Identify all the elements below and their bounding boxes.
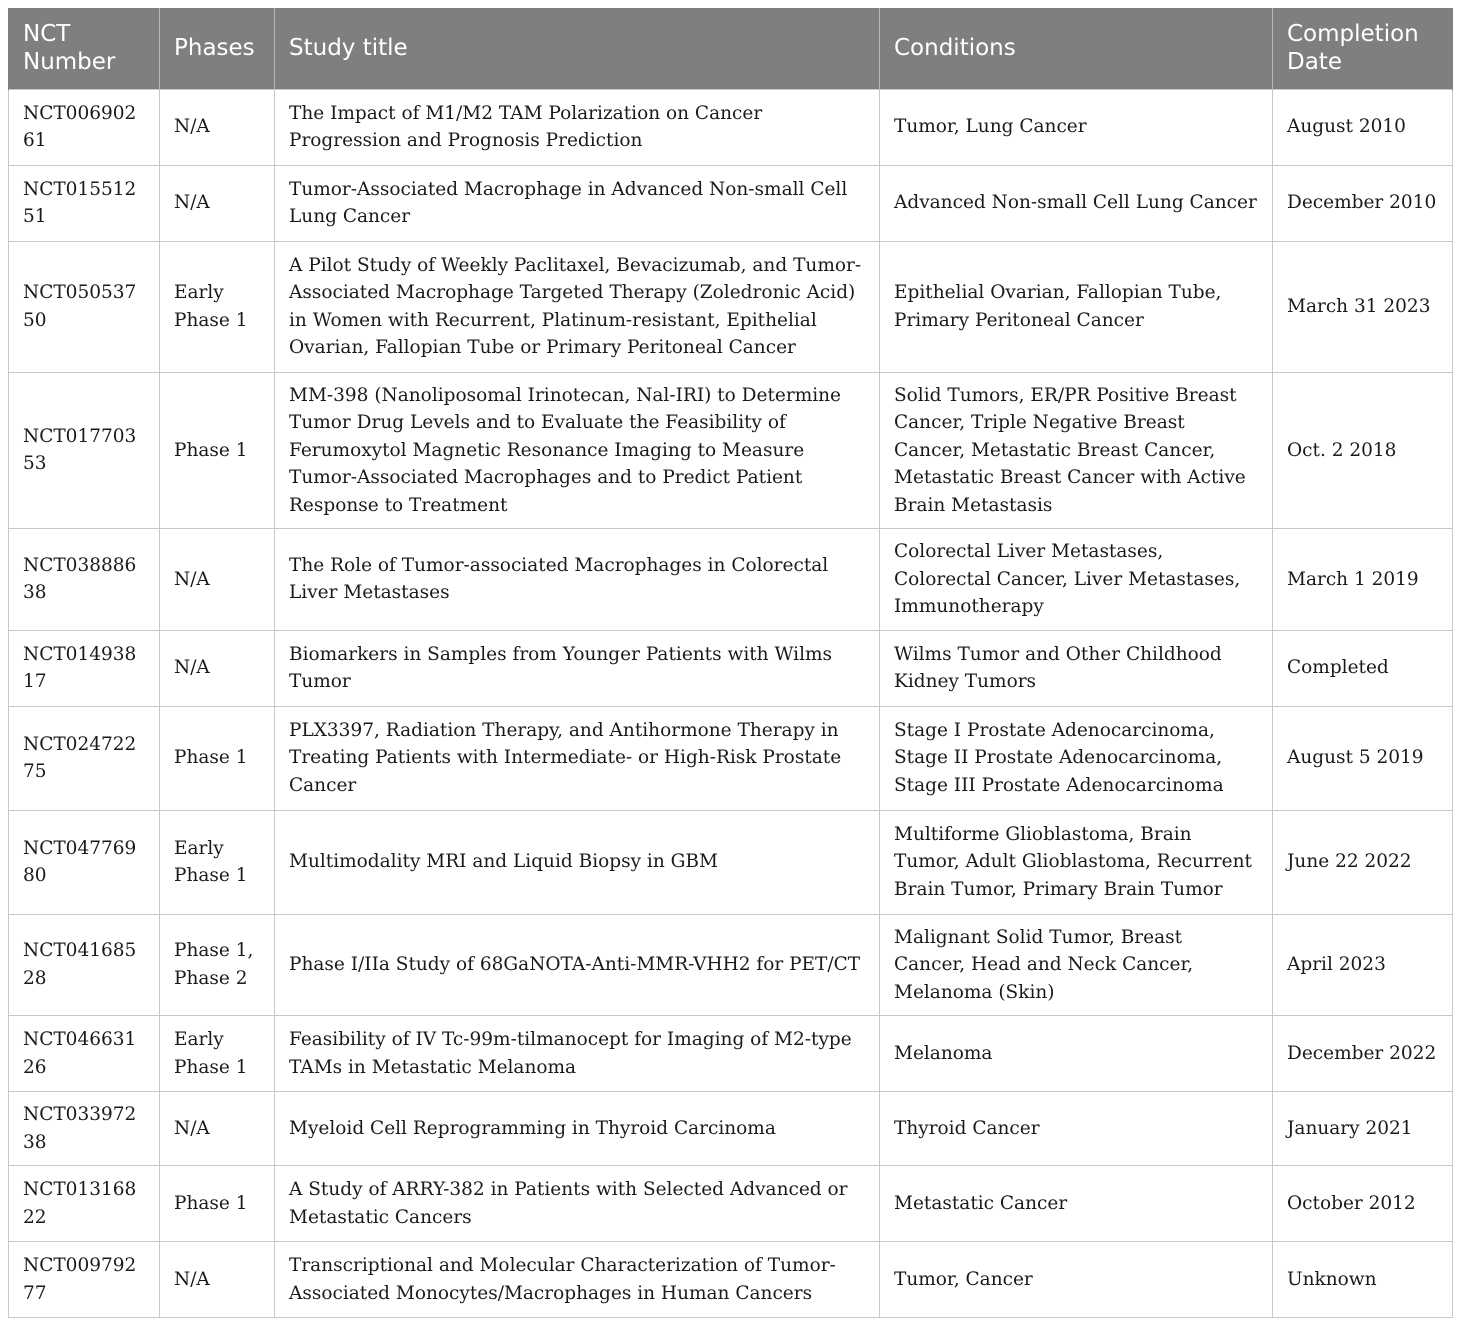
cell-conditions: Stage I Prostate Adenocarcinoma, Stage II Prostate Adenocarcinoma, Stage III Prostate Adenocarcinoma — [880, 706, 1273, 810]
cell-nct: NCT01493817 — [9, 630, 160, 706]
table-row — [9, 630, 1453, 706]
clinical-trials-table — [8, 8, 1453, 1318]
cell-date: June 22 2022 — [1273, 810, 1453, 914]
header-completion-date: Completion Date — [1273, 8, 1453, 89]
cell-nct: NCT03888638 — [9, 529, 160, 631]
cell-date: April 2023 — [1273, 914, 1453, 1016]
table-row — [9, 1092, 1453, 1166]
table-body — [9, 89, 1453, 1318]
cell-conditions: Multiforme Glioblastoma, Brain Tumor, Adult Glioblastoma, Recurrent Brain Tumor, Primary Brain Tumor — [880, 810, 1273, 914]
cell-title: A Study of ARRY-382 in Patients with Selected Advanced or Metastatic Cancers — [275, 1166, 880, 1242]
cell-phase: Phase 1 — [160, 1166, 275, 1242]
header-study-title: Study title — [275, 8, 880, 89]
cell-nct: NCT01551251 — [9, 165, 160, 241]
cell-date: December 2022 — [1273, 1016, 1453, 1092]
cell-phase: Early Phase 1 — [160, 1016, 275, 1092]
cell-conditions: Epithelial Ovarian, Fallopian Tube, Primary Peritoneal Cancer — [880, 241, 1273, 372]
table-row — [9, 372, 1453, 529]
cell-phase: N/A — [160, 165, 275, 241]
cell-title: Feasibility of IV Tc-99m-tilmanocept for Imaging of M2-type TAMs in Metastatic Melanoma — [275, 1016, 880, 1092]
cell-date: August 5 2019 — [1273, 706, 1453, 810]
header-phases: Phases — [160, 8, 275, 89]
cell-date: Oct. 2 2018 — [1273, 372, 1453, 529]
cell-nct: NCT02472275 — [9, 706, 160, 810]
table-header — [9, 8, 1453, 89]
cell-title: Myeloid Cell Reprogramming in Thyroid Carcinoma — [275, 1092, 880, 1166]
table-row — [9, 165, 1453, 241]
cell-date: December 2010 — [1273, 165, 1453, 241]
table-row — [9, 529, 1453, 631]
table-row — [9, 89, 1453, 165]
cell-date: March 31 2023 — [1273, 241, 1453, 372]
cell-nct: NCT00979277 — [9, 1242, 160, 1318]
cell-title: Transcriptional and Molecular Characterization of Tumor-Associated Monocytes/Macrophages in Human Cancers — [275, 1242, 880, 1318]
cell-title: The Impact of M1/M2 TAM Polarization on Cancer Progression and Prognosis Prediction — [275, 89, 880, 165]
table-row — [9, 914, 1453, 1016]
table-row — [9, 706, 1453, 810]
header-nct-number: NCT Number — [9, 8, 160, 89]
cell-phase: N/A — [160, 1092, 275, 1166]
table-row — [9, 810, 1453, 914]
cell-nct: NCT04168528 — [9, 914, 160, 1016]
cell-phase: Phase 1 — [160, 706, 275, 810]
header-row — [9, 8, 1453, 89]
table-row — [9, 1166, 1453, 1242]
cell-conditions: Wilms Tumor and Other Childhood Kidney Tumors — [880, 630, 1273, 706]
cell-conditions: Tumor, Lung Cancer — [880, 89, 1273, 165]
cell-conditions: Advanced Non-small Cell Lung Cancer — [880, 165, 1273, 241]
cell-conditions: Melanoma — [880, 1016, 1273, 1092]
cell-phase: Phase 1 — [160, 372, 275, 529]
cell-title: PLX3397, Radiation Therapy, and Antihormone Therapy in Treating Patients with Intermediate- or High-Risk Prostate Cancer — [275, 706, 880, 810]
cell-title: A Pilot Study of Weekly Paclitaxel, Bevacizumab, and Tumor-Associated Macrophage Targeted Therapy (Zoledronic Acid) in Women with Recurrent, Platinum-resistant, Epithelial Ovarian, Fallopian Tube or Primary Peritoneal Cancer — [275, 241, 880, 372]
table-row — [9, 1016, 1453, 1092]
table-row — [9, 241, 1453, 372]
cell-nct: NCT03397238 — [9, 1092, 160, 1166]
cell-nct: NCT05053750 — [9, 241, 160, 372]
cell-nct: NCT01770353 — [9, 372, 160, 529]
cell-phase: N/A — [160, 529, 275, 631]
cell-title: Tumor-Associated Macrophage in Advanced Non-small Cell Lung Cancer — [275, 165, 880, 241]
cell-title: MM-398 (Nanoliposomal Irinotecan, Nal-IRI) to Determine Tumor Drug Levels and to Evaluate the Feasibility of Ferumoxytol Magnetic Resonance Imaging to Measure Tumor-Associated Macrophages and to Predict Patient Response to Treatment — [275, 372, 880, 529]
cell-conditions: Tumor, Cancer — [880, 1242, 1273, 1318]
cell-phase: Phase 1, Phase 2 — [160, 914, 275, 1016]
cell-conditions: Colorectal Liver Metastases, Colorectal Cancer, Liver Metastases, Immunotherapy — [880, 529, 1273, 631]
cell-phase: N/A — [160, 630, 275, 706]
cell-date: October 2012 — [1273, 1166, 1453, 1242]
cell-conditions: Metastatic Cancer — [880, 1166, 1273, 1242]
clinical-trials-table-container — [8, 8, 1452, 1318]
cell-conditions: Thyroid Cancer — [880, 1092, 1273, 1166]
cell-title: Biomarkers in Samples from Younger Patients with Wilms Tumor — [275, 630, 880, 706]
cell-conditions: Malignant Solid Tumor, Breast Cancer, Head and Neck Cancer, Melanoma (Skin) — [880, 914, 1273, 1016]
cell-title: Multimodality MRI and Liquid Biopsy in GBM — [275, 810, 880, 914]
cell-title: The Role of Tumor-associated Macrophages in Colorectal Liver Metastases — [275, 529, 880, 631]
cell-nct: NCT04776980 — [9, 810, 160, 914]
cell-nct: NCT01316822 — [9, 1166, 160, 1242]
cell-date: Completed — [1273, 630, 1453, 706]
cell-nct: NCT00690261 — [9, 89, 160, 165]
cell-date: Unknown — [1273, 1242, 1453, 1318]
cell-date: August 2010 — [1273, 89, 1453, 165]
table-row — [9, 1242, 1453, 1318]
header-conditions: Conditions — [880, 8, 1273, 89]
cell-conditions: Solid Tumors, ER/PR Positive Breast Cancer, Triple Negative Breast Cancer, Metastatic Breast Cancer, Metastatic Breast Cancer with Active Brain Metastasis — [880, 372, 1273, 529]
cell-nct: NCT04663126 — [9, 1016, 160, 1092]
cell-phase: Early Phase 1 — [160, 241, 275, 372]
cell-date: March 1 2019 — [1273, 529, 1453, 631]
cell-phase: N/A — [160, 89, 275, 165]
cell-date: January 2021 — [1273, 1092, 1453, 1166]
cell-title: Phase I/IIa Study of 68GaNOTA-Anti-MMR-VHH2 for PET/CT — [275, 914, 880, 1016]
cell-phase: N/A — [160, 1242, 275, 1318]
cell-phase: Early Phase 1 — [160, 810, 275, 914]
